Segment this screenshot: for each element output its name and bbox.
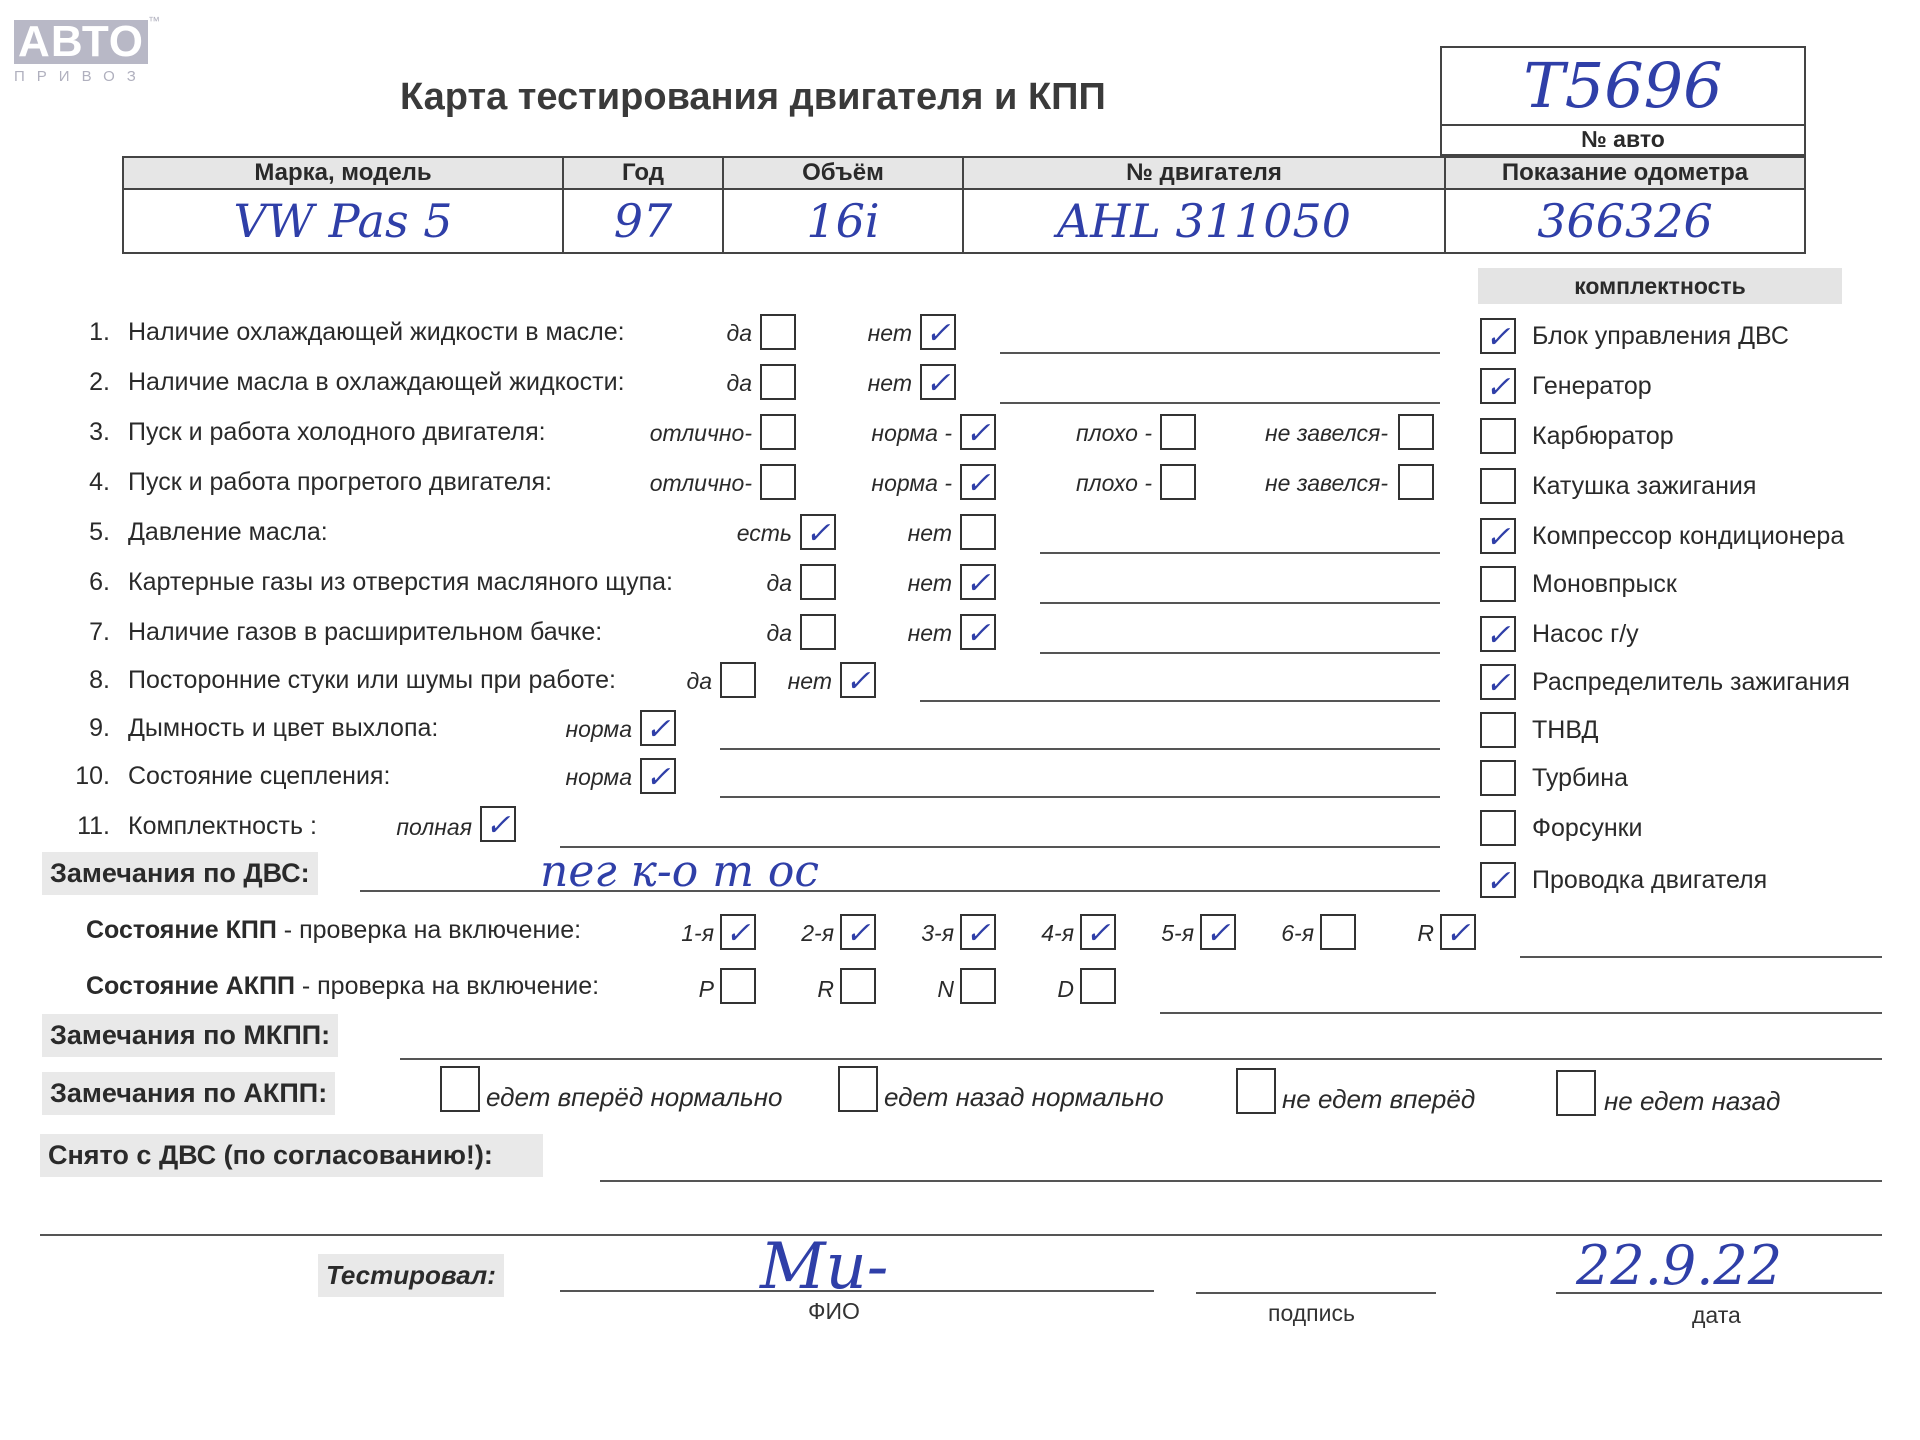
q3-label: Пуск и работа холодного двигателя: bbox=[128, 418, 546, 446]
q5-number: 5. bbox=[89, 518, 110, 546]
q5-opt-yes: есть bbox=[736, 520, 792, 546]
q3-opt-excellent: отлично- bbox=[649, 420, 752, 446]
q4-opt-bad: плохо - bbox=[1076, 470, 1152, 496]
q7-label: Наличие газов в расширительном бачке: bbox=[128, 618, 603, 646]
side-ps-pump-label: Насос г/у bbox=[1532, 620, 1639, 648]
akpp-no-forward-label: не едет вперёд bbox=[1282, 1084, 1476, 1114]
q4-opt-normal: норма - bbox=[871, 470, 952, 496]
q1-number: 1. bbox=[89, 318, 110, 346]
col-header-engine-no: № двигателя bbox=[963, 157, 1445, 189]
akpp-label bbox=[86, 972, 599, 1001]
akpp-d-label: D bbox=[1057, 976, 1074, 1002]
model-value: VW Pas 5 bbox=[123, 189, 563, 253]
q8-opt-yes: да bbox=[686, 668, 712, 694]
akpp-reverse-ok-label: едет назад нормально bbox=[884, 1082, 1164, 1112]
gear-6-label: 6-я bbox=[1281, 920, 1314, 946]
q8-no-checkbox[interactable]: ✓ bbox=[840, 662, 876, 698]
q3-opt-no-start: не завелся- bbox=[1264, 420, 1388, 446]
volume-value: 16i bbox=[723, 189, 963, 253]
q6-number: 6. bbox=[89, 568, 110, 596]
side-carburetor-checkbox[interactable] bbox=[1480, 418, 1516, 454]
page-title: Карта тестирования двигателя и КПП bbox=[400, 76, 1106, 118]
q8-comment-line bbox=[920, 700, 1440, 702]
q4-opt-no-start: не завелся- bbox=[1264, 470, 1388, 496]
dvs-remarks-line[interactable] bbox=[360, 890, 1440, 892]
q6-comment-line bbox=[1040, 602, 1440, 604]
q9-normal-checkbox[interactable]: ✓ bbox=[640, 710, 676, 746]
akpp-p-label: P bbox=[698, 976, 714, 1002]
q10-normal-checkbox[interactable]: ✓ bbox=[640, 758, 676, 794]
q2-opt-yes: да bbox=[726, 370, 752, 396]
q11-number: 11. bbox=[77, 812, 110, 840]
car-number-label: № авто bbox=[1581, 126, 1665, 152]
col-header-volume: Объём bbox=[723, 157, 963, 189]
side-ecu-checkbox[interactable]: ✓ bbox=[1480, 318, 1516, 354]
akpp-remarks-label: Замечания по АКПП: bbox=[42, 1072, 335, 1115]
removed-label: Снято с ДВС (по согласованию!): bbox=[40, 1134, 543, 1177]
side-generator-checkbox[interactable]: ✓ bbox=[1480, 368, 1516, 404]
vehicle-info-table bbox=[122, 156, 1806, 254]
side-injectors-checkbox[interactable] bbox=[1480, 810, 1516, 846]
odometer-value: 366326 bbox=[1445, 189, 1805, 253]
q1-label: Наличие охлаждающей жидкости в масле: bbox=[128, 318, 625, 346]
gear-4-label: 4-я bbox=[1041, 920, 1074, 946]
akpp-r-label: R bbox=[817, 976, 834, 1002]
akpp-n-label: N bbox=[937, 976, 954, 1002]
q6-no-checkbox[interactable]: ✓ bbox=[960, 564, 996, 600]
q9-opt-normal: норма bbox=[565, 716, 632, 742]
q8-opt-no: нет bbox=[787, 668, 832, 694]
akpp-p-checkbox[interactable] bbox=[720, 968, 756, 1004]
gear-2-label: 2-я bbox=[801, 920, 834, 946]
gear-3-checkbox[interactable]: ✓ bbox=[960, 914, 996, 950]
q2-label: Наличие масла в охлаждающей жидкости: bbox=[128, 368, 625, 396]
gear-1-label: 1-я bbox=[681, 920, 714, 946]
q9-label: Дымность и цвет выхлопа: bbox=[128, 714, 439, 742]
side-injectors-label: Форсунки bbox=[1532, 814, 1643, 842]
akpp-no-forward-checkbox[interactable] bbox=[1236, 1068, 1276, 1114]
q1-opt-yes: да bbox=[726, 320, 752, 346]
q5-yes-checkbox[interactable]: ✓ bbox=[800, 514, 836, 550]
gear-3-label: 3-я bbox=[921, 920, 954, 946]
signature-caption: подпись bbox=[1268, 1300, 1355, 1326]
year-value: 97 bbox=[563, 189, 723, 253]
engine-no-value: AHL 311050 bbox=[963, 189, 1445, 253]
akpp-no-reverse-label: не едет назад bbox=[1604, 1086, 1781, 1116]
gear-1-checkbox[interactable]: ✓ bbox=[720, 914, 756, 950]
q4-opt-excellent: отлично- bbox=[649, 470, 752, 496]
q1-opt-no: нет bbox=[867, 320, 912, 346]
akpp-label-bold: Состояние АКПП bbox=[86, 972, 295, 1000]
akpp-r-checkbox[interactable] bbox=[840, 968, 876, 1004]
q6-yes-checkbox[interactable] bbox=[800, 564, 836, 600]
akpp-d-checkbox[interactable] bbox=[1080, 968, 1116, 1004]
dvs-remarks-label: Замечания по ДВС: bbox=[42, 852, 318, 895]
side-tnvd-label: ТНВД bbox=[1532, 716, 1599, 744]
q4-excellent-checkbox[interactable] bbox=[760, 464, 796, 500]
side-distributor-checkbox[interactable]: ✓ bbox=[1480, 664, 1516, 700]
q11-full-checkbox[interactable]: ✓ bbox=[480, 806, 516, 842]
dvs-remarks-value: пег к-о т ос bbox=[540, 846, 820, 897]
q4-normal-checkbox[interactable]: ✓ bbox=[960, 464, 996, 500]
gear-r-label: R bbox=[1417, 920, 1434, 946]
q4-bad-checkbox[interactable] bbox=[1160, 464, 1196, 500]
q2-number: 2. bbox=[89, 368, 110, 396]
q2-no-checkbox[interactable]: ✓ bbox=[920, 364, 956, 400]
q2-opt-no: нет bbox=[867, 370, 912, 396]
akpp-reverse-ok-checkbox[interactable] bbox=[838, 1066, 878, 1112]
side-ps-pump-checkbox[interactable]: ✓ bbox=[1480, 616, 1516, 652]
kpp-label-bold: Состояние КПП bbox=[86, 916, 277, 944]
side-ignition-coil-checkbox[interactable] bbox=[1480, 468, 1516, 504]
q5-comment-line bbox=[1040, 552, 1440, 554]
date-line[interactable] bbox=[1556, 1292, 1882, 1294]
q3-number: 3. bbox=[89, 418, 110, 446]
akpp-no-reverse-checkbox[interactable] bbox=[1556, 1070, 1596, 1116]
gear-6-checkbox[interactable] bbox=[1320, 914, 1356, 950]
q10-label: Состояние сцепления: bbox=[128, 762, 391, 790]
akpp-label-rest: - проверка на включение: bbox=[294, 972, 600, 1000]
q10-number: 10. bbox=[75, 762, 110, 790]
akpp-comment-line bbox=[1160, 1012, 1882, 1014]
mkpp-remarks-label: Замечания по МКПП: bbox=[42, 1014, 338, 1057]
side-tnvd-checkbox[interactable] bbox=[1480, 712, 1516, 748]
logo-tm: ™ bbox=[148, 14, 160, 28]
tested-label: Тестировал: bbox=[318, 1254, 504, 1297]
car-number-box bbox=[1440, 46, 1806, 156]
akpp-forward-ok-label: едет вперёд нормально bbox=[486, 1082, 783, 1112]
q1-yes-checkbox[interactable] bbox=[760, 314, 796, 350]
gear-2-checkbox[interactable]: ✓ bbox=[840, 914, 876, 950]
name-line[interactable] bbox=[560, 1290, 1154, 1292]
name-caption: ФИО bbox=[808, 1298, 860, 1324]
mkpp-remarks-line[interactable] bbox=[400, 1058, 1882, 1060]
side-ac-compressor-checkbox[interactable]: ✓ bbox=[1480, 518, 1516, 554]
side-distributor-label: Распределитель зажигания bbox=[1532, 668, 1850, 696]
q1-no-checkbox[interactable]: ✓ bbox=[920, 314, 956, 350]
side-wiring-label: Проводка двигателя bbox=[1532, 866, 1768, 894]
q3-opt-bad: плохо - bbox=[1076, 420, 1152, 446]
col-header-year: Год bbox=[563, 157, 723, 189]
q7-opt-no: нет bbox=[907, 620, 952, 646]
logo: АВТО bbox=[14, 20, 148, 64]
q3-bad-checkbox[interactable] bbox=[1160, 414, 1196, 450]
q9-number: 9. bbox=[89, 714, 110, 742]
akpp-forward-ok-checkbox[interactable] bbox=[440, 1066, 480, 1112]
side-ecu-label: Блок управления ДВС bbox=[1532, 322, 1789, 350]
side-ac-compressor-label: Компрессор кондиционера bbox=[1532, 522, 1845, 550]
side-carburetor-label: Карбюратор bbox=[1532, 422, 1674, 450]
q6-opt-yes: да bbox=[766, 570, 792, 596]
q11-opt-full: полная bbox=[396, 814, 472, 840]
date-caption: дата bbox=[1692, 1302, 1741, 1328]
gear-5-checkbox[interactable]: ✓ bbox=[1200, 914, 1236, 950]
tested-name-value: Ми- bbox=[760, 1230, 889, 1304]
gear-r-checkbox[interactable]: ✓ bbox=[1440, 914, 1476, 950]
gear-4-checkbox[interactable]: ✓ bbox=[1080, 914, 1116, 950]
q5-no-checkbox[interactable] bbox=[960, 514, 996, 550]
side-turbine-checkbox[interactable] bbox=[1480, 760, 1516, 796]
q7-no-checkbox[interactable]: ✓ bbox=[960, 614, 996, 650]
q4-no-start-checkbox[interactable] bbox=[1398, 464, 1434, 500]
q11-label: Комплектность : bbox=[128, 812, 317, 840]
q4-number: 4. bbox=[89, 468, 110, 496]
col-header-odometer: Показание одометра bbox=[1445, 157, 1805, 189]
q8-label: Посторонние стуки или шумы при работе: bbox=[128, 666, 616, 694]
q7-comment-line bbox=[1040, 652, 1440, 654]
side-turbine-label: Турбина bbox=[1532, 764, 1628, 792]
q8-number: 8. bbox=[89, 666, 110, 694]
q9-comment-line bbox=[720, 748, 1440, 750]
side-generator-label: Генератор bbox=[1532, 372, 1652, 400]
q3-normal-checkbox[interactable]: ✓ bbox=[960, 414, 996, 450]
tested-date-value: 22.9.22 bbox=[1576, 1234, 1783, 1297]
q6-label: Картерные газы из отверстия масляного щупа: bbox=[128, 568, 673, 596]
akpp-n-checkbox[interactable] bbox=[960, 968, 996, 1004]
logo-subtitle: ПРИВОЗ bbox=[14, 68, 148, 85]
signature-line[interactable] bbox=[1196, 1292, 1436, 1294]
q3-opt-normal: норма - bbox=[871, 420, 952, 446]
car-number-value: Т5696 bbox=[1442, 48, 1804, 126]
gear-5-label: 5-я bbox=[1161, 920, 1194, 946]
q3-no-start-checkbox[interactable] bbox=[1398, 414, 1434, 450]
q7-number: 7. bbox=[89, 618, 110, 646]
q6-opt-no: нет bbox=[907, 570, 952, 596]
q3-excellent-checkbox[interactable] bbox=[760, 414, 796, 450]
kpp-label bbox=[86, 916, 581, 945]
q5-label: Давление масла: bbox=[128, 518, 328, 546]
side-monoinjection-checkbox[interactable] bbox=[1480, 566, 1516, 602]
side-wiring-checkbox[interactable]: ✓ bbox=[1480, 862, 1516, 898]
q7-opt-yes: да bbox=[766, 620, 792, 646]
kpp-label-rest: - проверка на включение: bbox=[276, 916, 582, 944]
q2-comment-line bbox=[1000, 402, 1440, 404]
side-ignition-coil-label: Катушка зажигания bbox=[1532, 472, 1757, 500]
q10-comment-line bbox=[720, 796, 1440, 798]
q10-opt-normal: норма bbox=[565, 764, 632, 790]
q7-yes-checkbox[interactable] bbox=[800, 614, 836, 650]
kpp-comment-line bbox=[1520, 956, 1882, 958]
q5-opt-no: нет bbox=[907, 520, 952, 546]
q4-label: Пуск и работа прогретого двигателя: bbox=[128, 468, 552, 496]
completeness-title: комплектность bbox=[1478, 268, 1842, 304]
col-header-model: Марка, модель bbox=[123, 157, 563, 189]
q2-yes-checkbox[interactable] bbox=[760, 364, 796, 400]
q1-comment-line bbox=[1000, 352, 1440, 354]
side-monoinjection-label: Моновпрыск bbox=[1532, 570, 1677, 598]
removed-line-1[interactable] bbox=[600, 1180, 1882, 1182]
